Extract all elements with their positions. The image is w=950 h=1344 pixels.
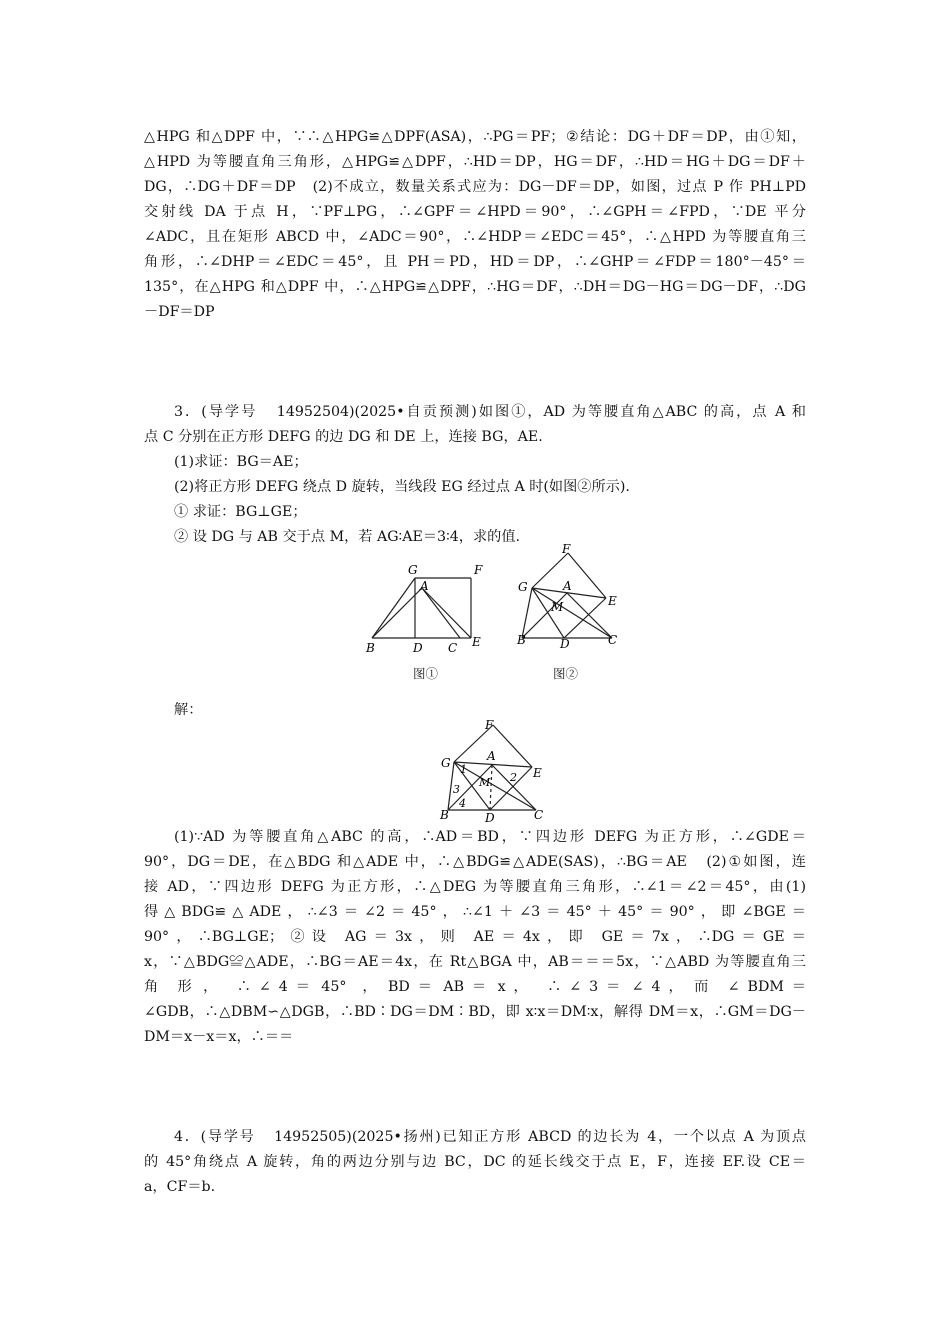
fig1-label: E (472, 635, 481, 649)
figure-2-caption: 图② (553, 666, 579, 681)
text-line: －DF＝DP (144, 304, 215, 320)
solution-line: 90°，∴BG⊥GE；②设 AG＝3x，则 AE＝4x，即 GE＝7x，∴DG＝GE＝ (144, 929, 806, 945)
fig2-label: F (562, 543, 571, 556)
fig3-label: A (487, 749, 496, 763)
question-3-sub: ② 设 DG 与 AB 交于点 M，若 AG∶AE＝3∶4，求的值. (174, 529, 521, 545)
fig3-angle-label: 2 (510, 771, 517, 784)
fig3-label: C (534, 808, 544, 822)
fig3-angle-label: 1 (460, 763, 467, 776)
fig1-label: A (420, 579, 429, 593)
text-line: △HPG 和△DPF 中，∵∴△HPG≌△DPF(ASA)，∴PG＝PF；②结论：DG＋DF＝DP，由①知， (144, 129, 806, 145)
question-3-sub: ① 求证：BG⊥GE； (174, 504, 307, 520)
fig2-label: G (518, 580, 528, 594)
figure-2-diagram (510, 543, 630, 658)
fig1-label: F (474, 563, 483, 577)
text-line: 135°，在△HPG 和△DPF 中，∴△HPG≌△DPF，∴HG＝DF，∴DH＝DG－HG＝DG－DF，∴DG (144, 279, 806, 295)
fig3-label: B (440, 808, 449, 822)
text-line: 交射线 DA 于点 H，∵PF⊥PG，∴∠GPF＝∠HPD＝90°，∴∠GPH＝∠FPD，∵DE 平分 (144, 204, 806, 220)
fig3-label: G (441, 756, 451, 770)
question-4-line: 4．(导学号 14952505)(2025•扬州)已知正方形 ABCD 的边长为 4，一个以点 A 为顶点 (174, 1129, 806, 1145)
fig2-label: A (563, 579, 572, 593)
text-line: DG，∴DG＋DF＝DP (2)不成立，数量关系式应为：DG－DF＝DP，如图，过点 P 作 PH⊥PD (144, 179, 806, 195)
fig3-angle-label: 3 (453, 783, 460, 796)
figure-1-caption: 图① (413, 666, 439, 681)
fig2-label: M (551, 600, 564, 614)
solution-line: 90°，DG＝DE，在△BDG 和△ADE 中，∴△BDG≌△ADE(SAS)，∴BG＝AE (2)①如图，连 (144, 854, 806, 870)
fig1-label: G (408, 563, 418, 577)
text-line: △HPD 为等腰直角三角形，△HPG≌△DPF，∴HD＝DP，HG＝DF，∴HD＝HG＋DG＝DF＋ (144, 154, 806, 170)
question-3-line: 点 C 分别在正方形 DEFG 的边 DG 和 DE 上，连接 BG，AE. (144, 429, 543, 445)
figure-1-diagram (360, 560, 490, 658)
solution-line: (1)∵AD 为等腰直角△ABC 的高，∴AD＝BD，∵四边形 DEFG 为正方形，∴∠GDE＝ (174, 829, 806, 845)
fig2-label: E (608, 594, 617, 608)
fig1-label: D (413, 641, 423, 655)
figure-3-diagram (436, 715, 556, 825)
fig3-angle-label: 4 (459, 797, 466, 810)
solution-intro: 解： (174, 702, 203, 718)
solution-line: 接 AD，∵四边形 DEFG 为正方形，∴△DEG 为等腰直角三角形，∴∠1＝∠2＝45°，由(1) (144, 879, 806, 895)
question-3-sub: (2)将正方形 DEFG 绕点 D 旋转，当线段 EG 经过点 A 时(如图②所示). (174, 479, 630, 495)
fig3-label: F (485, 718, 494, 732)
fig2-label: C (608, 633, 618, 647)
fig3-label: D (485, 811, 495, 825)
solution-line: 角 形 ， ∴ ∠ 4 ＝ 45° ， BD ＝ AB ＝ x ， ∴ ∠ 3 ＝ ∠ 4 ， 而 ∠ BDM ＝ (144, 979, 806, 995)
solution-line: x，∵△BDG≌△ADE，∴BG＝AE＝4x，在 Rt△BGA 中，AB＝＝＝5x，∵△ABD 为等腰直角三 (144, 954, 806, 970)
question-4-line: 的 45°角绕点 A 旋转，角的两边分别与边 BC，DC 的延长线交于点 E，F，连接 EF.设 CE＝ (144, 1154, 806, 1170)
solution-line: ∠GDB，∴△DBM∽△DGB，∴BD∶DG＝DM∶BD，即 x∶x＝DM∶x，解得 DM＝x，∴GM＝DG－ (144, 1004, 806, 1020)
solution-line: 得△BDG≌△ADE，∴∠3＝∠2＝45°，∴∠1＋∠3＝45°＋45°＝90°，即∠BGE＝ (144, 904, 806, 920)
fig1-label: B (366, 641, 375, 655)
fig3-label: E (533, 766, 542, 780)
fig3-label: M (479, 776, 491, 789)
fig2-label: D (560, 637, 570, 651)
fig1-label: C (448, 641, 458, 655)
text-line: 角形，∴∠DHP＝∠EDC＝45°，且 PH＝PD，HD＝DP，∴∠GHP＝∠FDP＝180°－45°＝ (144, 254, 806, 270)
fig2-label: B (517, 633, 526, 647)
question-3-line: 3．(导学号 14952504)(2025•自贡预测)如图①，AD 为等腰直角△ABC 的高，点 A 和 (174, 404, 806, 420)
text-line: ∠ADC，且在矩形 ABCD 中，∠ADC＝90°，∴∠HDP＝∠EDC＝45°，∴△HPD 为等腰直角三 (144, 229, 806, 245)
question-3-sub: (1)求证：BG＝AE； (174, 454, 308, 470)
question-4-line: a，CF＝b. (144, 1179, 216, 1195)
solution-line: DM＝x－x＝x，∴＝＝ (144, 1029, 294, 1045)
